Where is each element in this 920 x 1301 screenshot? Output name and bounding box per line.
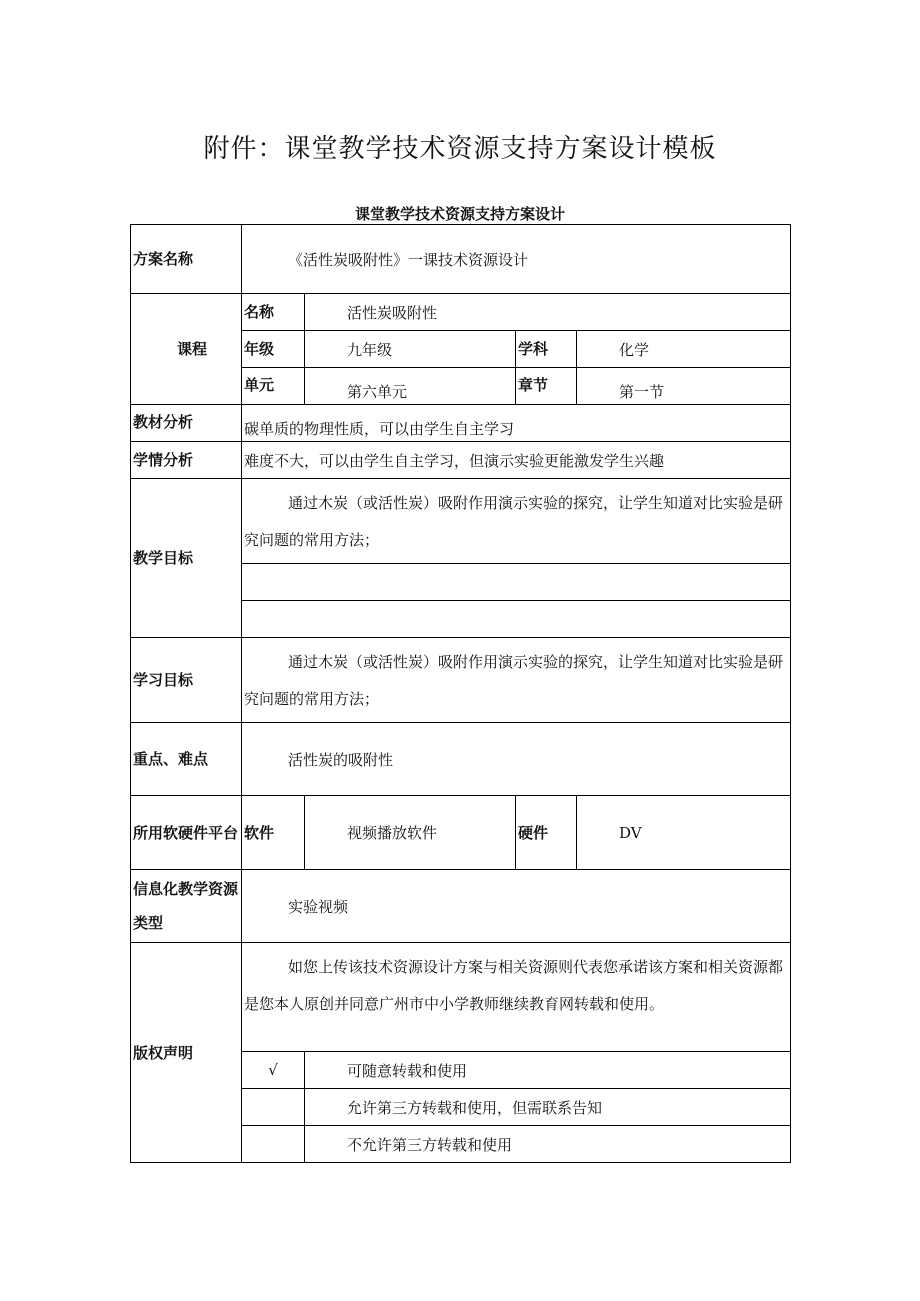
resource-type-label: 信息化教学资源类型: [131, 870, 242, 943]
table-title: 课堂教学技术资源支持方案设计: [354, 205, 565, 223]
key-points-label: 重点、难点: [131, 723, 242, 796]
learner-analysis-row: [131, 442, 791, 479]
teaching-goal-label: 教学目标: [131, 479, 242, 638]
learning-goal-row: [131, 638, 791, 723]
key-points-value: 活性炭的吸附性: [242, 723, 791, 796]
course-name-label: 名称: [242, 294, 305, 331]
course-name-value: 活性炭吸附性: [305, 294, 791, 331]
copyright-option-label: 允许第三方转载和使用，但需联系告知: [305, 1089, 791, 1126]
resource-type-value: 实验视频: [242, 870, 791, 943]
textbook-analysis-value: 碳单质的物理性质，可以由学生自主学习: [242, 405, 791, 442]
teaching-goal-value: 通过木炭（或活性炭）吸附作用演示实验的探究，让学生知道对比实验是研究问题的常用方法；: [242, 479, 791, 564]
copyright-option-checkbox[interactable]: √: [242, 1052, 305, 1089]
teaching-goal-blank-cell-1: [242, 564, 791, 601]
resource-type-row: [131, 870, 791, 943]
course-grade-label: 年级: [242, 331, 305, 368]
textbook-analysis-row: [131, 405, 791, 442]
software-value: 视频播放软件: [305, 796, 516, 870]
learner-analysis-label: 学情分析: [131, 442, 242, 479]
plan-name-row: [131, 225, 791, 294]
plan-form-table: [130, 224, 791, 1163]
course-subject-label: 学科: [516, 331, 577, 368]
copyright-label: 版权声明: [131, 943, 242, 1163]
course-unit-value: 第六单元: [305, 368, 516, 405]
platform-label: 所用软硬件平台: [131, 796, 242, 870]
learner-analysis-value: 难度不大，可以由学生自主学习，但演示实验更能激发学生兴趣: [242, 442, 791, 479]
copyright-option-label: 不允许第三方转载和使用: [305, 1126, 791, 1163]
learning-goal-label: 学习目标: [131, 638, 242, 723]
course-label: 课程: [131, 294, 242, 405]
course-grade-value: 九年级: [305, 331, 516, 368]
teaching-goal-blank-cell-2: [242, 601, 791, 638]
software-label: 软件: [242, 796, 305, 870]
copyright-statement-row: [131, 943, 791, 1052]
copyright-option-label: 可随意转载和使用: [305, 1052, 791, 1089]
course-chapter-value: 第一节: [577, 368, 791, 405]
textbook-analysis-label: 教材分析: [131, 405, 242, 442]
course-row-name: [131, 294, 791, 331]
copyright-option-checkbox[interactable]: [242, 1126, 305, 1163]
key-points-row: [131, 723, 791, 796]
learning-goal-value: 通过木炭（或活性炭）吸附作用演示实验的探究，让学生知道对比实验是研究问题的常用方法；: [242, 638, 791, 723]
hardware-value: DV: [577, 796, 791, 870]
plan-name-value: 《活性炭吸附性》一课技术资源设计: [242, 225, 791, 294]
platform-row: [131, 796, 791, 870]
course-subject-value: 化学: [577, 331, 791, 368]
plan-name-label: 方案名称: [131, 225, 242, 294]
teaching-goal-row: [131, 479, 791, 564]
course-unit-label: 单元: [242, 368, 305, 405]
hardware-label: 硬件: [516, 796, 577, 870]
copyright-option-checkbox[interactable]: [242, 1089, 305, 1126]
page-title: 附件：课堂教学技术资源支持方案设计模板: [203, 134, 717, 164]
course-chapter-label: 章节: [516, 368, 577, 405]
copyright-statement: 如您上传该技术资源设计方案与相关资源则代表您承诺该方案和相关资源都是您本人原创并同意广州市中小学教师继续教育网转载和使用。: [242, 943, 791, 1052]
